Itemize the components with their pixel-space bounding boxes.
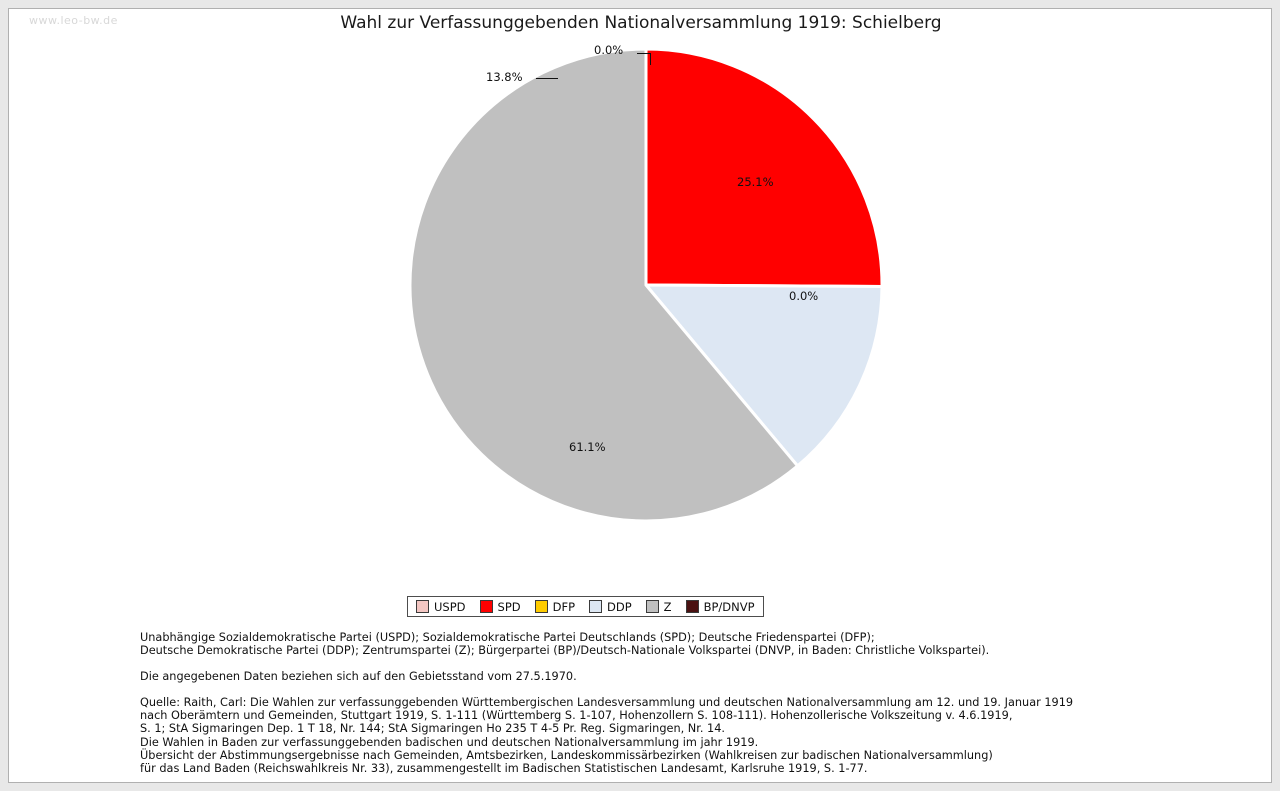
footnote-line-2: Deutsche Demokratische Partei (DDP); Zentrumspartei (Z); Bürgerpartei (BP)/Deutsch-Nationale Volkspartei (DNVP, in Baden: Christliche Volkspartei). (140, 644, 990, 658)
pie-label-ddp: 13.8% (486, 70, 523, 84)
footnote-line-5: nach Oberämtern und Gemeinden, Stuttgart 1919, S. 1-111 (Württemberg S. 1-107, Hohenzollern S. 108-111). Hohenzollerische Volkszeitung v. 4.6.1919, (140, 709, 1013, 723)
footnote-line-3: Die angegebenen Daten beziehen sich auf den Gebietsstand vom 27.5.1970. (140, 670, 577, 684)
legend-label-ddp: DDP (607, 599, 632, 614)
legend-label-bp-dnvp: BP/DNVP (703, 599, 755, 614)
legend-item-uspd[interactable] (416, 600, 466, 614)
legend-item-dfp[interactable] (535, 600, 575, 614)
footnote-gap-1 (140, 657, 1190, 670)
legend-label-z: Z (663, 599, 672, 614)
pie-label-dfp: 0.0% (789, 289, 819, 303)
chart-title: Wahl zur Verfassunggebenden Nationalversammlung 1919: Schielberg (340, 13, 942, 33)
leader-line-ddp (536, 78, 558, 79)
footnote-line-7: Die Wahlen in Baden zur verfassunggebenden badischen und deutschen Nationalversammlung im jahr 1919. (140, 735, 759, 749)
legend-item-bp-dnvp[interactable] (686, 600, 755, 614)
footnote-line-6: S. 1; StA Sigmaringen Dep. 1 T 18, Nr. 144; StA Sigmaringen Ho 235 T 4-5 Pr. Reg. Sigmaringen, Nr. 14. (140, 722, 725, 736)
legend-swatch-bp-dnvp (686, 600, 699, 613)
pie-label-spd: 25.1% (737, 175, 774, 189)
legend-swatch-dfp (535, 600, 548, 613)
legend-swatch-uspd (416, 600, 429, 613)
pie-svg (406, 45, 886, 525)
legend-item-spd[interactable] (480, 600, 521, 614)
legend-label-spd: SPD (497, 599, 521, 614)
legend-label-dfp: DFP (552, 599, 576, 614)
footnote-line-9: für das Land Baden (Reichswahlkreis Nr. 33), zusammengestellt im Badischen Statistischen Landesamt, Karlsruhe 1919, S. 1-77. (140, 761, 868, 775)
legend-label-uspd: USPD (434, 599, 466, 614)
footnote-gap-2 (140, 683, 1190, 696)
leader-line-uspd-vertical (650, 53, 651, 65)
leader-line-uspd-horizontal (637, 53, 651, 54)
watermark-text: www.leo-bw.de (29, 14, 118, 27)
chart-footnotes (140, 631, 1190, 775)
pie-slice-spd[interactable] (646, 49, 882, 286)
pie-label-z: 61.1% (569, 440, 606, 454)
chart-frame (8, 8, 1272, 783)
chart-legend (407, 596, 764, 617)
footnote-line-1: Unabhängige Sozialdemokratische Partei (USPD); Sozialdemokratische Partei Deutschlands (SPD); Deutsche Friedenspartei (DFP); (140, 631, 875, 644)
legend-swatch-z (646, 600, 659, 613)
footnote-line-4: Quelle: Raith, Carl: Die Wahlen zur verfassunggebenden Württembergischen Landesversammlung und deutschen Nationalversammlung am 12. und 19. Januar 1919 (140, 696, 1074, 710)
pie-label-uspd: 0.0% (594, 43, 624, 57)
legend-item-z[interactable] (646, 600, 672, 614)
legend-item-ddp[interactable] (589, 600, 632, 614)
legend-swatch-ddp (589, 600, 602, 613)
legend-swatch-spd (480, 600, 493, 613)
footnote-line-8: Übersicht der Abstimmungsergebnisse nach Gemeinden, Amtsbezirken, Landeskommissärbezirken (Wahlkreisen zur badischen Nationalversammlung) (140, 748, 993, 762)
pie-chart (406, 45, 886, 525)
